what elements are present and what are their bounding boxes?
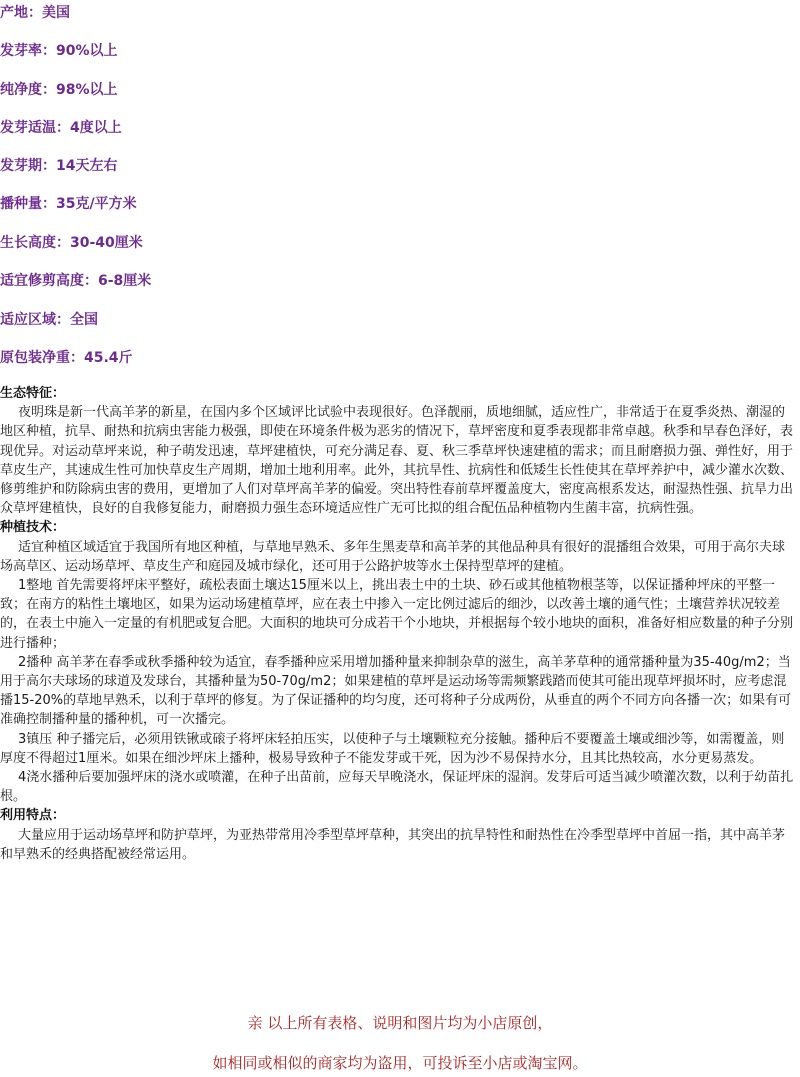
spec-seeding-rate: 播种量：35克/平方米	[0, 196, 137, 212]
spec-growth-height: 生长高度：30-40厘米	[0, 235, 143, 251]
paragraph-tech-4: 3镇压 种子播完后，必须用铁锹或磙子将坪床轻拍压实，以使种子与土壤颗粒充分接触。播种后不要覆盖土壤或细沙等，如需覆盖，则厚度不得超过1厘米。如果在细沙坪床上播种，极易导致种子不能发芽或干死，因为沙不易保持水分，且其比热较高，水分更易蒸发。	[0, 731, 785, 766]
section-title-use: 利用特点：	[0, 808, 66, 824]
section-title-tech: 种植技术：	[0, 520, 66, 536]
spec-net-weight: 原包装净重：45.4斤	[0, 350, 133, 366]
footer-line-2: 如相同或相似的商家均为盗用，可投诉至小店或淘宝网。	[212, 1054, 588, 1072]
paragraph-use: 大量应用于运动场草坪和防护草坪，为亚热带常用冷季型草坪草种，其突出的抗旱特性和耐热性在冷季型草坪中首屈一指，其中高羊茅和早熟禾的经典搭配被经常运用。	[0, 827, 786, 862]
paragraph-tech-5: 4浇水播种后要加强坪床的浇水或喷灌，在种子出苗前，应每天早晚浇水，保证坪床的湿润。发芽后可适当减少喷灌次数，以利于幼苗扎根。	[0, 770, 794, 805]
spec-germ-period: 发芽期：14天左右	[0, 158, 118, 174]
spec-region: 适应区域：全国	[0, 312, 98, 328]
paragraph-eco: 夜明珠是新一代高羊茅的新星，在国内多个区域评比试验中表现很好。色泽靓丽，质地细腻，适应性广，非常适于在夏季炎热、潮湿的地区种植，抗旱、耐热和抗病虫害能力极强，即使在环境条件极为恶劣的情况下，草坪密度和夏季表现都非常卓越。秋季和早春色泽好，表现优异。对运动草坪来说，种子萌发迅速，草坪建植快，可充分满足春、夏、秋三季草坪快速建植的需求；而且耐磨损力强、弹性好，用于草皮生产，其速成生性可加快草皮生产周期，增加土地利用率。此外，其抗旱性、抗病性和低矮生长性使其在草坪养护中，减少灌水次数、修剪维护和防除病虫害的费用，更增加了人们对草坪高羊茅的偏爱。突出特性春前草坪覆盖度大，密度高根系发达，耐湿热性强、抗旱力出众草坪建植快，良好的自我修复能力，耐磨损力强生态环境适应性广无可比拟的组合配伍品种植物内生菌丰富，抗病性强。	[0, 405, 794, 517]
spec-mow-height: 适宜修剪高度：6-8厘米	[0, 273, 152, 289]
section-title-eco: 生态特征：	[0, 386, 66, 401]
paragraph-tech-2: 1整地 首先需要将坪床平整好，疏松表面土壤达15厘米以上，挑出表土中的土块、砂石或其他植物根茎等，以保证播种坪床的平整一致；在南方的粘性土壤地区，如果为运动场建植草坪，应在表土中掺入一定比例过滤后的细沙，以改善土壤的通气性；土壤营养状况较差的，在表土中施入一定量的有机肥或复合肥。大面积的地块可分成若干个小地块，并根据每个较小地块的面积，准备好相应数量的种子分别进行播种；	[0, 578, 794, 651]
spec-germination: 发芽率：90%以上	[0, 43, 118, 59]
spec-origin: 产地：美国	[0, 5, 70, 21]
paragraph-tech-1: 适宜种植区域适宜于我国所有地区种植，与草地早熟禾、多年生黑麦草和高羊茅的其他品种具有很好的混播组合效果，可用于高尔夫球场高草区、运动场草坪、草皮生产和庭园及城市绿化，还可用于公路护坡等水土保持型草坪的建植。	[0, 539, 786, 574]
spec-purity: 纯净度：98%以上	[0, 82, 118, 98]
description	[0, 384, 796, 864]
spec-temp: 发芽适温：4度以上	[0, 120, 122, 136]
footer-line-1: 亲 以上所有表格、说明和图片均为小店原创，	[247, 1014, 553, 1032]
paragraph-tech-3: 2播种 高羊茅在春季或秋季播种较为适宜，春季播种应采用增加播种量来抑制杂草的滋生，高羊茅草种的通常播种量为35-40g/m2；当用于高尔夫球场的球道及发球台，其播种量为50-70g/m2；如果建植的草坪是运动场等需频繁践踏而使其可能出现草坪损坏时，应考虑混播15-20%的草地早熟禾，以利于草坪的修复。为了保证播种的均匀度，还可将种子分成两份，从垂直的两个不同方向各播一次；如果有可准确控制播种量的播种机，可一次播完。	[0, 654, 792, 728]
